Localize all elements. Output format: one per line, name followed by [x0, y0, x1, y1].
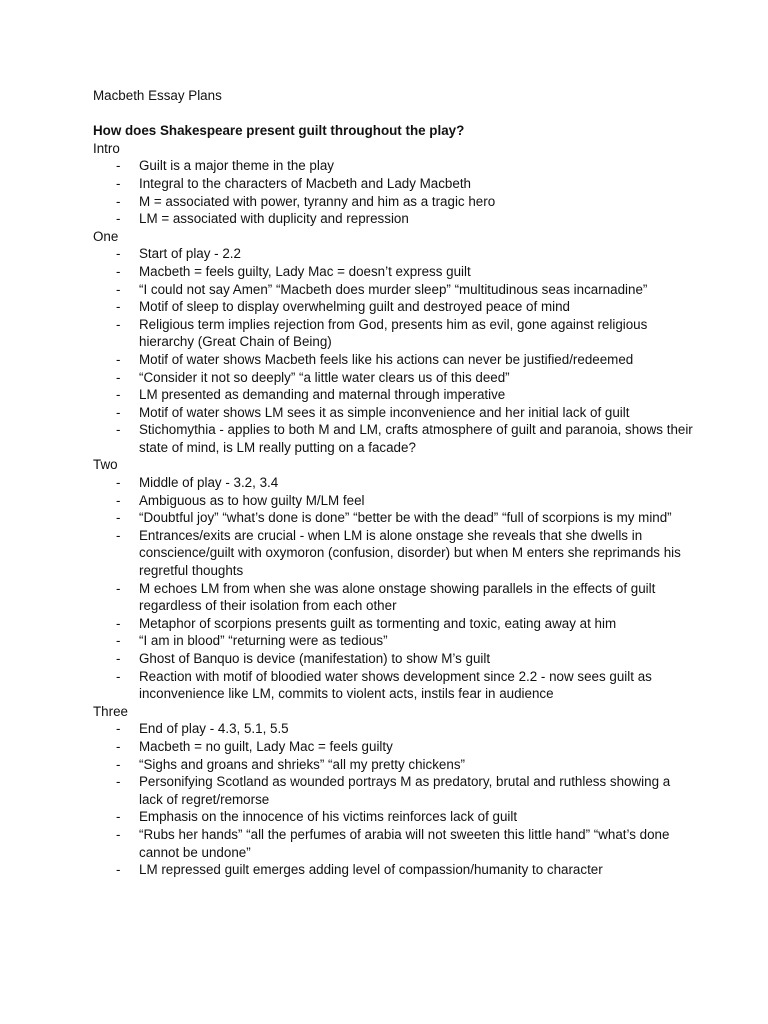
list-item-text: Personifying Scotland as wounded portrays M as predatory, brutal and ruthless showing a lack of regret/remorse [139, 774, 671, 807]
bullet-dash: - [116, 281, 121, 297]
list-item [93, 509, 693, 527]
list-item [93, 650, 693, 668]
section-two [93, 456, 693, 702]
list-item [93, 263, 693, 281]
list-item-text: “Doubtful joy” “what’s done is done” “better be with the dead” “full of scorpions is my mind” [139, 510, 672, 526]
bullet-dash: - [116, 422, 121, 438]
list-item-text: “I could not say Amen” “Macbeth does murder sleep” “multitudinous seas incarnadine” [139, 281, 648, 297]
bullet-dash: - [116, 633, 121, 649]
bullet-list [93, 157, 693, 227]
list-item [93, 808, 693, 826]
bullet-dash: - [116, 738, 121, 754]
list-item-text: Religious term implies rejection from God, presents him as evil, gone against religious hierarchy (Great Chain of Being) [139, 316, 648, 350]
list-item-text: Macbeth = no guilt, Lady Mac = feels guilty [139, 738, 393, 754]
essay-sections [93, 140, 693, 879]
list-item-text: M echoes LM from when she was alone onstage showing parallels in the effects of guilt regardless of their isolation from each other [139, 580, 656, 614]
list-item-text: Stichomythia - applies to both M and LM, crafts atmosphere of guilt and paranoia, shows their state of mind, is LM really putting on a facade? [139, 422, 693, 455]
list-item-text: Motif of water shows LM sees it as simple inconvenience and her initial lack of guilt [139, 404, 630, 420]
list-item [93, 386, 693, 404]
list-item-text: LM = associated with duplicity and repression [139, 211, 409, 227]
bullet-dash: - [116, 316, 121, 332]
document-page [93, 87, 693, 879]
bullet-dash: - [116, 774, 121, 790]
list-item [93, 210, 693, 228]
bullet-dash: - [116, 211, 121, 227]
list-item-text: Motif of water shows Macbeth feels like his actions can never be justified/redeemed [139, 351, 634, 367]
bullet-dash: - [116, 492, 121, 508]
list-item-text: Metaphor of scorpions presents guilt as tormenting and toxic, eating away at him [139, 615, 617, 631]
essay-question: How does Shakespeare present guilt throughout the play? [93, 123, 465, 139]
bullet-dash: - [116, 263, 121, 279]
list-item [93, 245, 693, 263]
list-item [93, 861, 693, 879]
list-item [93, 421, 693, 456]
list-item [93, 632, 693, 650]
list-item-text: “Rubs her hands” “all the perfumes of arabia will not sweeten this little hand” “what’s done cannot be undone” [139, 826, 670, 860]
section-one [93, 228, 693, 457]
bullet-dash: - [116, 527, 121, 543]
bullet-dash: - [116, 175, 121, 191]
bullet-dash: - [116, 510, 121, 526]
list-item [93, 615, 693, 633]
section-heading: Intro [93, 140, 120, 156]
list-item [93, 351, 693, 369]
bullet-list [93, 474, 693, 703]
list-item [93, 281, 693, 299]
list-item [93, 175, 693, 193]
bullet-dash: - [116, 721, 121, 737]
list-item-text: “Consider it not so deeply” “a little water clears us of this deed” [139, 369, 510, 385]
list-item-text: LM presented as demanding and maternal through imperative [139, 387, 506, 403]
list-item-text: Ambiguous as to how guilty M/LM feel [139, 492, 365, 508]
list-item-text: Guilt is a major theme in the play [139, 158, 334, 174]
list-item-text: “Sighs and groans and shrieks” “all my pretty chickens” [139, 756, 465, 772]
list-item [93, 298, 693, 316]
list-item [93, 527, 693, 580]
list-item [93, 773, 693, 808]
list-item-text: Motif of sleep to display overwhelming guilt and destroyed peace of mind [139, 299, 570, 315]
list-item-text: Ghost of Banquo is device (manifestation) to show M’s guilt [139, 651, 491, 666]
list-item-text: Macbeth = feels guilty, Lady Mac = doesn’t express guilt [139, 263, 471, 279]
bullet-dash: - [116, 299, 121, 315]
bullet-list [93, 720, 693, 878]
bullet-dash: - [116, 193, 121, 209]
list-item [93, 157, 693, 175]
list-item [93, 720, 693, 738]
list-item-text: Emphasis on the innocence of his victims reinforces lack of guilt [139, 809, 518, 825]
list-item [93, 668, 693, 703]
bullet-dash: - [116, 668, 121, 684]
section-heading: One [93, 228, 119, 244]
list-item-text: Entrances/exits are crucial - when LM is alone onstage she reveals that she dwells in conscience/guilt with oxymoron (confusion, disorder) but when M enters she reprimands his regretful thoughts [139, 527, 681, 579]
list-item [93, 369, 693, 387]
list-item-text: M = associated with power, tyranny and him as a tragic hero [139, 193, 496, 209]
bullet-dash: - [116, 826, 121, 842]
bullet-dash: - [116, 756, 121, 772]
bullet-dash: - [116, 651, 121, 666]
bullet-dash: - [116, 862, 121, 878]
list-item-text: “I am in blood” “returning were as tedious” [139, 633, 388, 649]
list-item-text: Reaction with motif of bloodied water shows development since 2.2 - now sees guilt as inconvenience like LM, commits to violent acts, instils fear in audience [139, 668, 652, 702]
list-item [93, 492, 693, 510]
document-title: Macbeth Essay Plans [93, 88, 222, 103]
list-item [93, 826, 693, 861]
list-item-text: End of play - 4.3, 5.1, 5.5 [139, 721, 289, 737]
list-item-text: Start of play - 2.2 [139, 246, 241, 262]
list-item-text: Middle of play - 3.2, 3.4 [139, 475, 279, 491]
list-item [93, 580, 693, 615]
bullet-dash: - [116, 580, 121, 596]
bullet-dash: - [116, 404, 121, 420]
bullet-dash: - [116, 351, 121, 367]
bullet-dash: - [116, 809, 121, 825]
list-item-text: LM repressed guilt emerges adding level of compassion/humanity to character [139, 862, 603, 878]
bullet-dash: - [116, 387, 121, 403]
bullet-dash: - [116, 158, 121, 174]
section-heading: Two [93, 457, 118, 473]
section-three [93, 703, 693, 879]
bullet-list [93, 245, 693, 456]
list-item [93, 193, 693, 211]
list-item [93, 756, 693, 774]
list-item [93, 316, 693, 351]
bullet-dash: - [116, 369, 121, 385]
section-intro [93, 140, 693, 228]
bullet-dash: - [116, 615, 121, 631]
bullet-dash: - [116, 246, 121, 262]
list-item [93, 474, 693, 492]
section-heading: Three [93, 703, 128, 719]
bullet-dash: - [116, 475, 121, 491]
list-item [93, 404, 693, 422]
list-item-text: Integral to the characters of Macbeth and Lady Macbeth [139, 175, 471, 191]
list-item [93, 738, 693, 756]
